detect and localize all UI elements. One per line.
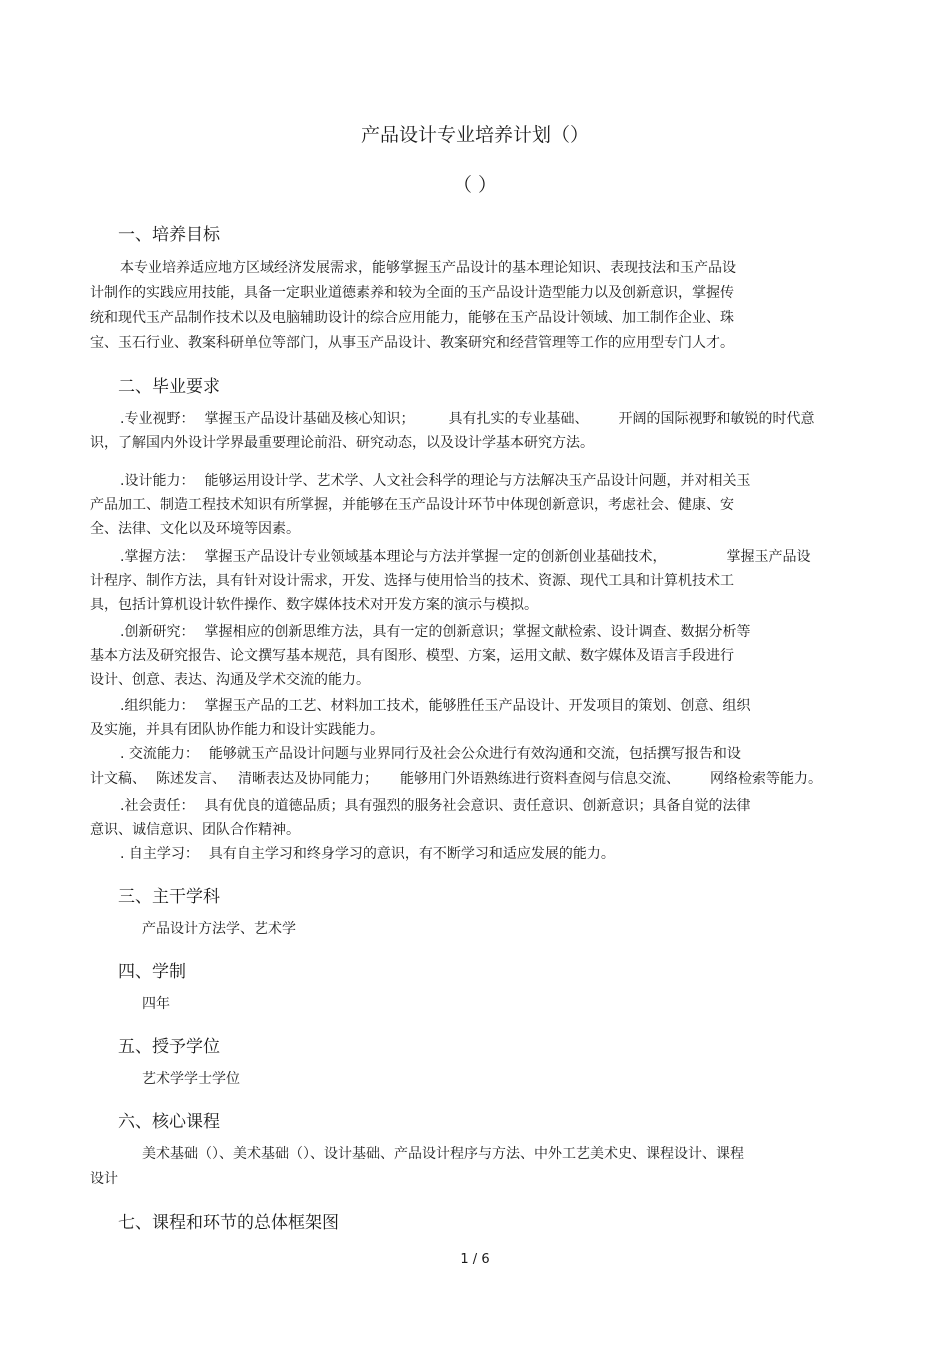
document-title: 产品设计专业培养计划（）: [360, 124, 589, 146]
section-body-5: 艺术学学士学位: [142, 1071, 240, 1087]
section-heading-2: 二、毕业要求: [118, 377, 220, 397]
section-heading-5: 五、授予学位: [118, 1037, 220, 1057]
requirement-item-research: .创新研究： 掌握相应的创新思维方法，具有一定的创新意识；掌握文献检索、设计调查、数据分析等: [120, 624, 751, 640]
paragraph-line: 统和现代玉产品制作技术以及电脑辅助设计的综合应用能力，能够在玉产品设计领域、加工制作企业、珠: [90, 310, 734, 326]
paragraph-line: 本专业培养适应地方区域经济发展需求，能够掌握玉产品设计的基本理论知识、表现技法和玉产品设: [120, 260, 736, 276]
requirement-item-design: .设计能力： 能够运用设计学、艺术学、人文社会科学的理论与方法解决玉产品设计问题，并对相关玉: [120, 473, 751, 489]
requirement-label: . 自主学习：: [120, 846, 199, 862]
section-body-3: 产品设计方法学、艺术学: [142, 921, 296, 937]
requirement-item-vision: .专业视野： 掌握玉产品设计基础及核心知识； 具有扎实的专业基础、 开阔的国际视野和敏锐的时代意: [120, 411, 815, 427]
section-body-4: 四年: [142, 996, 170, 1012]
requirement-label: . 交流能力：: [120, 746, 199, 762]
paragraph-line: 计制作的实践应用技能，具备一定职业道德素养和较为全面的玉产品设计造型能力以及创新意识，掌握传: [90, 285, 734, 301]
paragraph-line: 及实施，并具有团队协作能力和设计实践能力。: [90, 722, 384, 738]
section-heading-3: 三、主干学科: [118, 887, 220, 907]
requirement-item-communication: . 交流能力： 能够就玉产品设计问题与业界同行及社会公众进行有效沟通和交流，包括撰写报告和设: [120, 746, 741, 762]
paragraph-line: 宝、玉石行业、教案科研单位等部门，从事玉产品设计、教案研究和经营管理等工作的应用型专门人才。: [90, 335, 734, 351]
paragraph-line: 意识、诚信意识、团队合作精神。: [90, 822, 300, 838]
requirement-label: .创新研究：: [120, 624, 195, 640]
paragraph-line: 计文稿、 陈述发言、 清晰表达及协同能力； 能够用门外语熟练进行资料查阅与信息交流、 网络检索等能力。: [90, 771, 822, 787]
requirement-label: .掌握方法：: [120, 549, 195, 565]
paragraph-line: 基本方法及研究报告、论文撰写基本规范，具有图形、模型、方案，运用文献、数字媒体及语言手段进行: [90, 648, 734, 664]
requirement-label: .组织能力：: [120, 698, 195, 714]
paragraph-line: 识，了解国内外设计学界最重要理论前沿、研究动态，以及设计学基本研究方法。: [90, 435, 594, 451]
paragraph-line: 设计、创意、表达、沟通及学术交流的能力。: [90, 672, 370, 688]
section-heading-4: 四、学制: [118, 962, 186, 982]
section-body-6: 美术基础（）、美术基础（）、设计基础、产品设计程序与方法、中外工艺美术史、课程设计、课程: [142, 1146, 744, 1162]
requirement-label: .社会责任：: [120, 798, 195, 814]
section-heading-7: 七、课程和环节的总体框架图: [118, 1213, 339, 1233]
paragraph-line: 设计: [90, 1171, 118, 1187]
requirement-item-method: .掌握方法： 掌握玉产品设计专业领域基本理论与方法并掌握一定的创新创业基础技术， 掌握玉产品设: [120, 549, 811, 565]
paragraph-line: 具，包括计算机设计软件操作、数字媒体技术对开发方案的演示与模拟。: [90, 597, 538, 613]
document-subtitle: （ ）: [452, 174, 498, 196]
requirement-item-responsibility: .社会责任： 具有优良的道德品质；具有强烈的服务社会意识、责任意识、创新意识；具备自觉的法律: [120, 798, 751, 814]
paragraph-line: 计程序、制作方法，具有针对设计需求，开发、选择与使用恰当的技术、资源、现代工具和计算机技术工: [90, 573, 734, 589]
section-heading-1: 一、培养目标: [118, 225, 220, 245]
paragraph-line: 产品加工、制造工程技术知识有所掌握，并能够在玉产品设计环节中体现创新意识，考虑社会、健康、安: [90, 497, 734, 513]
requirement-label: .设计能力：: [120, 473, 195, 489]
requirement-item-self-learning: . 自主学习： 具有自主学习和终身学习的意识，有不断学习和适应发展的能力。: [120, 846, 615, 862]
paragraph-line: 全、法律、文化以及环境等因素。: [90, 521, 300, 537]
page-number: 1 / 6: [460, 1252, 490, 1267]
requirement-label: .专业视野：: [120, 411, 195, 427]
section-heading-6: 六、核心课程: [118, 1112, 220, 1132]
requirement-item-organization: .组织能力： 掌握玉产品的工艺、材料加工技术，能够胜任玉产品设计、开发项目的策划、创意、组织: [120, 698, 751, 714]
